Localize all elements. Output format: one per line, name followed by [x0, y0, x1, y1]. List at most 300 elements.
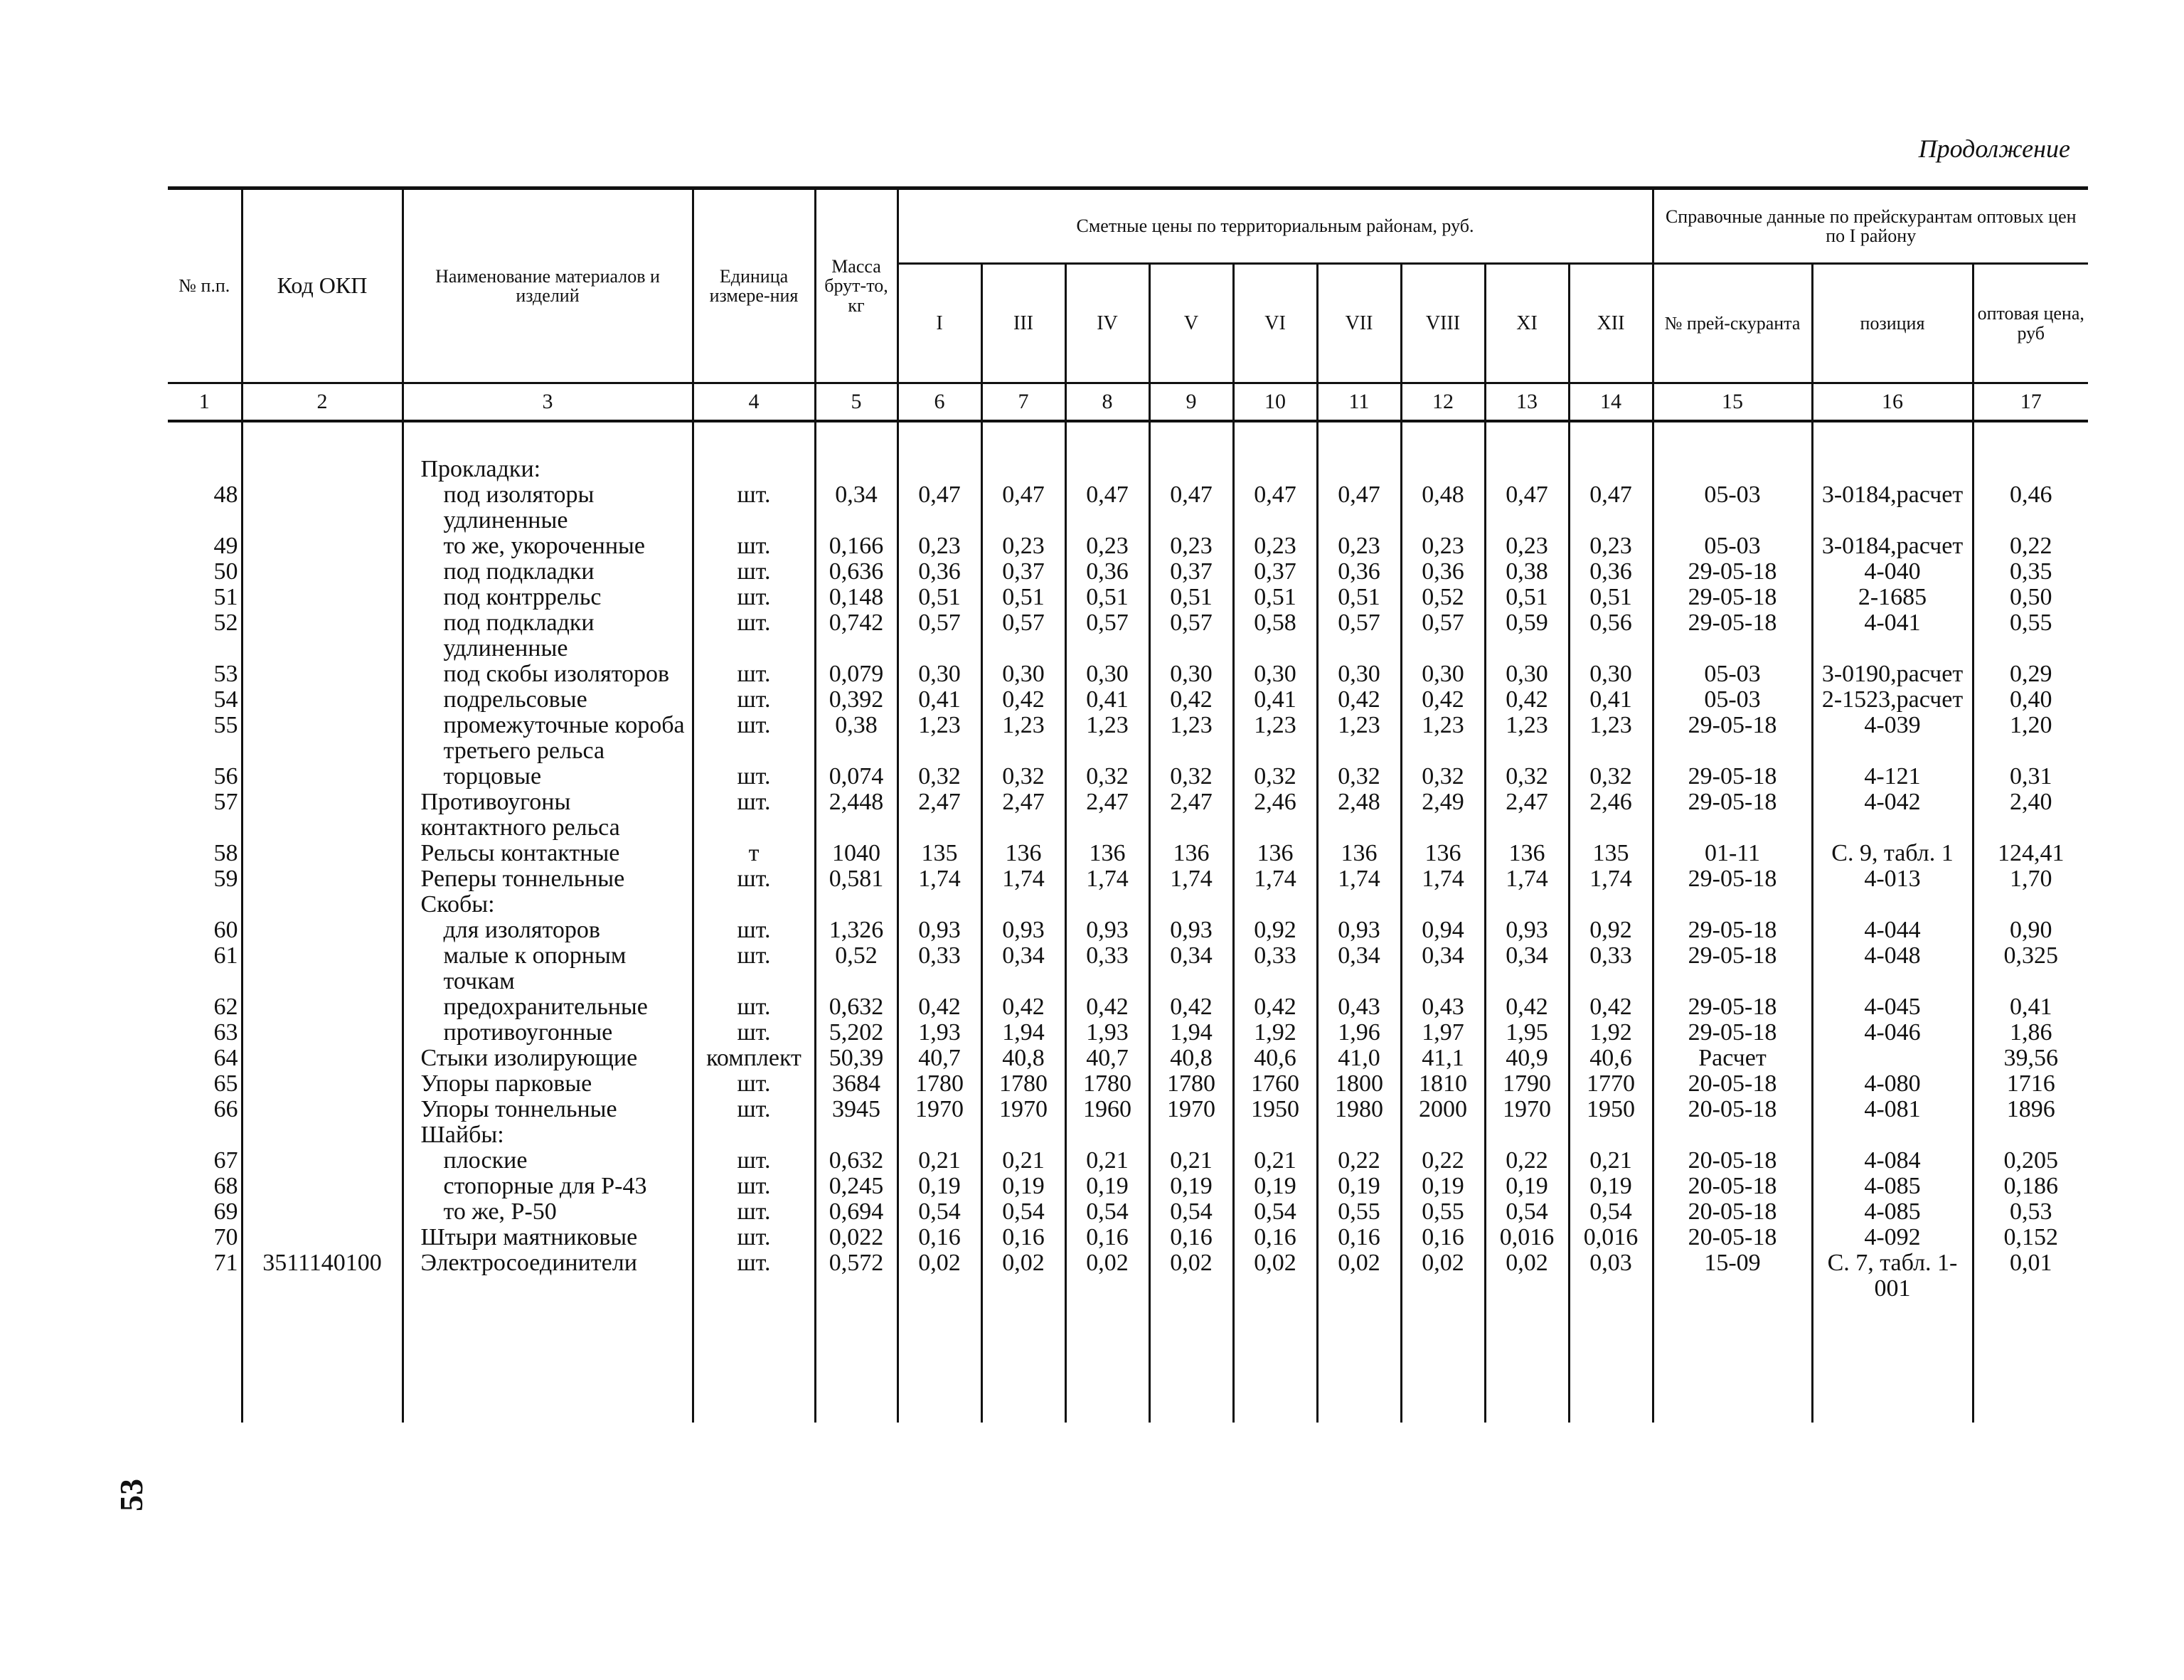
region-price-cell: 0,51	[1317, 585, 1401, 610]
region-price-cell: 1950	[1569, 1097, 1653, 1122]
region-price-cell: 0,51	[1149, 585, 1233, 610]
region-price-cell: 0,16	[1401, 1225, 1485, 1250]
row-number: 49	[213, 533, 238, 559]
unit-cell: т	[693, 841, 815, 866]
mass-cell: 0,636	[815, 559, 897, 585]
header-okp: Код ОКП	[242, 188, 403, 383]
region-price-cell: 0,93	[1149, 918, 1233, 943]
position-cell: 3-0190,расчет	[1812, 661, 1973, 687]
material-name: Штыри маятниковые	[403, 1225, 693, 1250]
mass-cell: 0,742	[815, 610, 897, 661]
region-price-cell: 0,52	[1401, 585, 1485, 610]
position-cell: 4-048	[1812, 943, 1973, 994]
region-price-cell	[981, 1122, 1065, 1148]
region-price-cell: 0,42	[897, 994, 981, 1020]
unit-cell: шт.	[693, 943, 815, 994]
region-price-cell	[1317, 457, 1401, 482]
region-price-cell: 0,33	[1233, 943, 1317, 994]
region-price-cell: 1970	[981, 1097, 1065, 1122]
okp-code	[242, 610, 403, 661]
table-row	[168, 918, 2088, 943]
region-price-cell: 2,48	[1317, 790, 1401, 841]
region-price-cell: 1,74	[1485, 866, 1569, 892]
mass-cell: 0,166	[815, 533, 897, 559]
region-price-cell: 0,21	[1233, 1148, 1317, 1174]
region-price-cell: 0,02	[1485, 1250, 1569, 1302]
region-price-cell: 0,19	[1401, 1174, 1485, 1199]
region-price-cell: 0,19	[1065, 1174, 1149, 1199]
region-price-cell: 0,34	[1317, 943, 1401, 994]
price-table	[168, 186, 2088, 1423]
region-price-cell: 40,7	[897, 1046, 981, 1071]
region-price-cell: 0,47	[897, 482, 981, 533]
region-price-cell: 0,43	[1317, 994, 1401, 1020]
region-price-cell: 0,22	[1485, 1148, 1569, 1174]
table-row	[168, 687, 2088, 713]
region-price-cell: 0,54	[981, 1199, 1065, 1225]
region-price-cell: 0,51	[1485, 585, 1569, 610]
position-cell: 2-1685	[1812, 585, 1973, 610]
region-price-cell: 0,51	[1065, 585, 1149, 610]
region-price-cell: 40,7	[1065, 1046, 1149, 1071]
okp-code	[242, 994, 403, 1020]
column-number: 8	[1065, 383, 1149, 422]
region-price-cell: 0,33	[897, 943, 981, 994]
okp-code	[242, 764, 403, 790]
region-price-cell	[1569, 1122, 1653, 1148]
table-row	[168, 1071, 2088, 1097]
region-price-cell: 0,36	[1569, 559, 1653, 585]
mass-cell: 0,34	[815, 482, 897, 533]
position-cell: 4-044	[1812, 918, 1973, 943]
pricelist-cell: 29-05-18	[1653, 585, 1812, 610]
material-name: под изоляторы удлиненные	[403, 482, 693, 533]
region-price-cell: 0,51	[981, 585, 1065, 610]
okp-code	[242, 892, 403, 918]
material-name: предохранительные	[403, 994, 693, 1020]
region-price-cell	[1233, 1122, 1317, 1148]
table-row	[168, 841, 2088, 866]
region-price-cell: 2,46	[1569, 790, 1653, 841]
table-row	[168, 713, 2088, 764]
region-price-cell: 0,47	[1233, 482, 1317, 533]
region-price-cell: 2,46	[1233, 790, 1317, 841]
region-price-cell: 0,47	[1569, 482, 1653, 533]
table-row	[168, 1046, 2088, 1071]
region-price-cell: 0,30	[1569, 661, 1653, 687]
wholesale-cell: 1,70	[1973, 866, 2088, 892]
pricelist-cell: 20-05-18	[1653, 1097, 1812, 1122]
region-price-cell: 0,23	[1149, 533, 1233, 559]
region-price-cell: 0,32	[1485, 764, 1569, 790]
okp-code	[242, 918, 403, 943]
position-cell: 4-084	[1812, 1148, 1973, 1174]
position-cell: 3-0184,расчет	[1812, 482, 1973, 533]
table-row	[168, 559, 2088, 585]
mass-cell	[815, 892, 897, 918]
pricelist-cell: 29-05-18	[1653, 943, 1812, 994]
table-row	[168, 1199, 2088, 1225]
mass-cell	[815, 457, 897, 482]
wholesale-cell: 1,86	[1973, 1020, 2088, 1046]
region-price-cell	[981, 892, 1065, 918]
pricelist-cell: 29-05-18	[1653, 866, 1812, 892]
region-price-cell: 2,47	[1065, 790, 1149, 841]
region-price-cell: 0,36	[897, 559, 981, 585]
wholesale-cell: 0,29	[1973, 661, 2088, 687]
row-number: 52	[213, 610, 238, 636]
okp-code	[242, 790, 403, 841]
region-price-cell	[1149, 1122, 1233, 1148]
region-price-cell: 1,23	[1317, 713, 1401, 764]
region-header: I	[897, 264, 981, 383]
region-price-cell: 0,02	[897, 1250, 981, 1302]
wholesale-cell	[1973, 892, 2088, 918]
material-name: Упоры парковые	[403, 1071, 693, 1097]
region-price-cell: 1760	[1233, 1071, 1317, 1097]
region-header: XII	[1569, 264, 1653, 383]
column-number: 6	[897, 383, 981, 422]
region-price-cell: 136	[1233, 841, 1317, 866]
table-row	[168, 1122, 2088, 1148]
wholesale-cell: 0,40	[1973, 687, 2088, 713]
unit-cell: шт.	[693, 866, 815, 892]
position-cell	[1812, 457, 1973, 482]
pricelist-cell: 15-09	[1653, 1250, 1812, 1302]
column-number: 2	[242, 383, 403, 422]
wholesale-cell: 0,152	[1973, 1225, 2088, 1250]
position-cell: 4-040	[1812, 559, 1973, 585]
mass-cell: 0,079	[815, 661, 897, 687]
pricelist-cell: 01-11	[1653, 841, 1812, 866]
okp-code	[242, 1199, 403, 1225]
pricelist-cell: 29-05-18	[1653, 610, 1812, 661]
mass-cell: 0,572	[815, 1250, 897, 1302]
region-price-cell: 1780	[1149, 1071, 1233, 1097]
unit-cell	[693, 1122, 815, 1148]
region-price-cell: 1970	[897, 1097, 981, 1122]
region-price-cell: 0,37	[1233, 559, 1317, 585]
position-cell: 4-121	[1812, 764, 1973, 790]
table-row	[168, 1148, 2088, 1174]
position-cell: 4-042	[1812, 790, 1973, 841]
wholesale-cell	[1973, 457, 2088, 482]
region-price-cell: 0,47	[1485, 482, 1569, 533]
region-price-cell: 0,19	[981, 1174, 1065, 1199]
material-name: под скобы изоляторов	[403, 661, 693, 687]
region-price-cell: 0,32	[1149, 764, 1233, 790]
region-price-cell: 0,02	[1233, 1250, 1317, 1302]
pricelist-cell	[1653, 457, 1812, 482]
region-price-cell: 0,41	[1233, 687, 1317, 713]
region-price-cell: 0,16	[1317, 1225, 1401, 1250]
region-price-cell: 0,57	[1401, 610, 1485, 661]
position-cell: 4-041	[1812, 610, 1973, 661]
region-price-cell: 0,37	[1149, 559, 1233, 585]
header-position: позиция	[1812, 264, 1973, 383]
region-price-cell: 1,74	[1149, 866, 1233, 892]
header-mass: Масса брут-то, кг	[815, 188, 897, 383]
region-price-cell	[1317, 892, 1401, 918]
region-price-cell	[1065, 457, 1149, 482]
region-price-cell: 0,16	[1149, 1225, 1233, 1250]
region-price-cell: 0,23	[1485, 533, 1569, 559]
region-price-cell: 136	[1149, 841, 1233, 866]
row-number	[168, 457, 242, 482]
material-name: Реперы тоннельные	[403, 866, 693, 892]
region-price-cell: 2,47	[1149, 790, 1233, 841]
region-price-cell: 1,74	[1065, 866, 1149, 892]
region-price-cell: 1,23	[1485, 713, 1569, 764]
material-name: стопорные для Р-43	[403, 1174, 693, 1199]
column-number: 17	[1973, 383, 2088, 422]
material-name: то же, укороченные	[403, 533, 693, 559]
region-price-cell: 0,21	[981, 1148, 1065, 1174]
wholesale-cell: 1896	[1973, 1097, 2088, 1122]
unit-cell: шт.	[693, 764, 815, 790]
region-price-cell: 0,02	[1149, 1250, 1233, 1302]
position-cell: 4-081	[1812, 1097, 1973, 1122]
region-price-cell: 0,30	[1485, 661, 1569, 687]
row-number: 64	[213, 1045, 238, 1071]
pricelist-cell: 29-05-18	[1653, 918, 1812, 943]
row-number: 62	[213, 994, 238, 1020]
region-price-cell: 0,42	[1317, 687, 1401, 713]
pricelist-cell	[1653, 1122, 1812, 1148]
region-price-cell: 1,92	[1569, 1020, 1653, 1046]
region-price-cell: 1,74	[1317, 866, 1401, 892]
mass-cell: 1040	[815, 841, 897, 866]
region-price-cell: 0,93	[1065, 918, 1149, 943]
region-price-cell: 0,54	[1569, 1199, 1653, 1225]
material-name: Шайбы:	[403, 1122, 693, 1148]
okp-code	[242, 559, 403, 585]
wholesale-cell: 1,20	[1973, 713, 2088, 764]
region-price-cell: 2000	[1401, 1097, 1485, 1122]
region-header: XI	[1485, 264, 1569, 383]
material-name: под контррельс	[403, 585, 693, 610]
region-price-cell: 40,8	[981, 1046, 1065, 1071]
region-price-cell: 0,30	[1065, 661, 1149, 687]
region-price-cell: 0,55	[1401, 1199, 1485, 1225]
region-price-cell: 1,23	[1149, 713, 1233, 764]
mass-cell: 0,52	[815, 943, 897, 994]
region-price-cell: 0,42	[1233, 994, 1317, 1020]
pricelist-cell: 20-05-18	[1653, 1071, 1812, 1097]
region-price-cell: 2,47	[1485, 790, 1569, 841]
region-price-cell: 0,57	[1317, 610, 1401, 661]
header-spacer	[168, 421, 2088, 457]
region-price-cell: 0,42	[1149, 994, 1233, 1020]
material-name: подрельсовые	[403, 687, 693, 713]
region-price-cell: 0,19	[1485, 1174, 1569, 1199]
unit-cell: шт.	[693, 1174, 815, 1199]
header-name: Наименование материалов и изделий	[403, 188, 693, 383]
region-price-cell: 1790	[1485, 1071, 1569, 1097]
region-price-cell: 0,37	[981, 559, 1065, 585]
region-price-cell: 0,36	[1317, 559, 1401, 585]
wholesale-cell: 39,56	[1973, 1046, 2088, 1071]
region-price-cell	[1065, 892, 1149, 918]
row-number: 56	[213, 763, 238, 790]
pricelist-cell: Расчет	[1653, 1046, 1812, 1071]
region-price-cell: 0,56	[1569, 610, 1653, 661]
mass-cell: 3684	[815, 1071, 897, 1097]
pricelist-cell: 20-05-18	[1653, 1225, 1812, 1250]
okp-code	[242, 457, 403, 482]
unit-cell: шт.	[693, 661, 815, 687]
mass-cell: 0,392	[815, 687, 897, 713]
unit-cell: шт.	[693, 790, 815, 841]
row-number: 71	[213, 1250, 238, 1276]
region-price-cell: 0,47	[1065, 482, 1149, 533]
wholesale-cell: 0,90	[1973, 918, 2088, 943]
mass-cell: 3945	[815, 1097, 897, 1122]
region-price-cell: 0,23	[1401, 533, 1485, 559]
region-price-cell: 1960	[1065, 1097, 1149, 1122]
region-price-cell: 0,30	[897, 661, 981, 687]
region-price-cell: 0,54	[1485, 1199, 1569, 1225]
region-price-cell: 1,74	[1569, 866, 1653, 892]
row-number	[168, 892, 242, 918]
column-number: 15	[1653, 383, 1812, 422]
position-cell: 4-085	[1812, 1199, 1973, 1225]
page-number: 53	[113, 1479, 149, 1511]
region-price-cell: 0,19	[1569, 1174, 1653, 1199]
region-price-cell: 0,54	[1233, 1199, 1317, 1225]
region-price-cell: 0,47	[1149, 482, 1233, 533]
pricelist-cell: 05-03	[1653, 661, 1812, 687]
region-price-cell	[897, 892, 981, 918]
row-number: 60	[213, 917, 238, 943]
region-price-cell: 0,54	[1065, 1199, 1149, 1225]
unit-cell: шт.	[693, 610, 815, 661]
wholesale-cell: 0,01	[1973, 1250, 2088, 1302]
region-price-cell	[1569, 457, 1653, 482]
mass-cell: 50,39	[815, 1046, 897, 1071]
region-price-cell: 1,74	[1401, 866, 1485, 892]
position-cell: 4-046	[1812, 1020, 1973, 1046]
position-cell: 4-045	[1812, 994, 1973, 1020]
material-name: Прокладки:	[403, 457, 693, 482]
region-price-cell: 0,43	[1401, 994, 1485, 1020]
region-price-cell: 1950	[1233, 1097, 1317, 1122]
region-price-cell: 0,51	[1233, 585, 1317, 610]
row-number: 58	[213, 840, 238, 866]
region-price-cell: 0,23	[1065, 533, 1149, 559]
region-price-cell: 0,33	[1569, 943, 1653, 994]
table-row	[168, 533, 2088, 559]
wholesale-cell: 0,53	[1973, 1199, 2088, 1225]
region-price-cell: 0,93	[981, 918, 1065, 943]
row-number: 53	[213, 661, 238, 687]
pricelist-cell	[1653, 892, 1812, 918]
row-number: 54	[213, 686, 238, 713]
mass-cell: 0,632	[815, 1148, 897, 1174]
column-number: 10	[1233, 383, 1317, 422]
wholesale-cell: 0,50	[1973, 585, 2088, 610]
region-price-cell: 0,54	[897, 1199, 981, 1225]
row-number: 61	[213, 942, 238, 969]
okp-code	[242, 841, 403, 866]
okp-code	[242, 1020, 403, 1046]
material-name: Противоугоны контактного рельса	[403, 790, 693, 841]
region-price-cell: 1970	[1149, 1097, 1233, 1122]
material-name: Электросоединители	[403, 1250, 693, 1302]
unit-cell	[693, 457, 815, 482]
column-number: 12	[1401, 383, 1485, 422]
unit-cell: комплект	[693, 1046, 815, 1071]
region-price-cell: 0,42	[981, 687, 1065, 713]
region-price-cell: 0,42	[1569, 994, 1653, 1020]
region-price-cell: 0,94	[1401, 918, 1485, 943]
material-name: промежуточные короба третьего рельса	[403, 713, 693, 764]
header-ref-group: Справочные данные по прейскурантам оптовых цен по I району	[1653, 188, 2088, 264]
okp-code	[242, 482, 403, 533]
region-price-cell: 0,16	[1233, 1225, 1317, 1250]
region-price-cell: 40,8	[1149, 1046, 1233, 1071]
column-number: 7	[981, 383, 1065, 422]
position-cell: 2-1523,расчет	[1812, 687, 1973, 713]
region-price-cell: 0,016	[1569, 1225, 1653, 1250]
okp-code	[242, 533, 403, 559]
region-price-cell: 0,58	[1233, 610, 1317, 661]
region-header: VI	[1233, 264, 1317, 383]
mass-cell	[815, 1122, 897, 1148]
region-price-cell	[1233, 457, 1317, 482]
region-price-cell: 0,02	[1317, 1250, 1401, 1302]
region-price-cell: 0,59	[1485, 610, 1569, 661]
region-price-cell: 1,23	[1065, 713, 1149, 764]
region-price-cell: 1980	[1317, 1097, 1401, 1122]
position-cell: 3-0184,расчет	[1812, 533, 1973, 559]
region-price-cell: 1,23	[1401, 713, 1485, 764]
okp-code	[242, 1046, 403, 1071]
region-price-cell: 0,23	[1233, 533, 1317, 559]
table-row	[168, 943, 2088, 994]
column-number: 4	[693, 383, 815, 422]
pricelist-cell: 29-05-18	[1653, 994, 1812, 1020]
region-price-cell: 1,23	[1569, 713, 1653, 764]
region-price-cell	[1149, 892, 1233, 918]
region-price-cell	[981, 457, 1065, 482]
wholesale-cell: 2,40	[1973, 790, 2088, 841]
region-price-cell: 0,57	[1065, 610, 1149, 661]
position-cell	[1812, 1122, 1973, 1148]
region-price-cell	[1569, 892, 1653, 918]
region-price-cell: 0,57	[1149, 610, 1233, 661]
region-price-cell: 1770	[1569, 1071, 1653, 1097]
region-price-cell	[1485, 892, 1569, 918]
region-price-cell: 0,38	[1485, 559, 1569, 585]
region-price-cell: 0,55	[1317, 1199, 1401, 1225]
wholesale-cell: 0,325	[1973, 943, 2088, 994]
region-price-cell	[897, 1122, 981, 1148]
region-price-cell: 1,95	[1485, 1020, 1569, 1046]
column-number: 13	[1485, 383, 1569, 422]
table-header	[168, 188, 2088, 457]
region-price-cell: 2,49	[1401, 790, 1485, 841]
table-row	[168, 482, 2088, 533]
region-price-cell: 0,19	[1149, 1174, 1233, 1199]
material-name: Стыки изолирующие	[403, 1046, 693, 1071]
table-row	[168, 610, 2088, 661]
mass-cell: 1,326	[815, 918, 897, 943]
region-price-cell: 0,23	[1317, 533, 1401, 559]
row-number: 67	[213, 1147, 238, 1174]
okp-code	[242, 585, 403, 610]
unit-cell: шт.	[693, 1020, 815, 1046]
